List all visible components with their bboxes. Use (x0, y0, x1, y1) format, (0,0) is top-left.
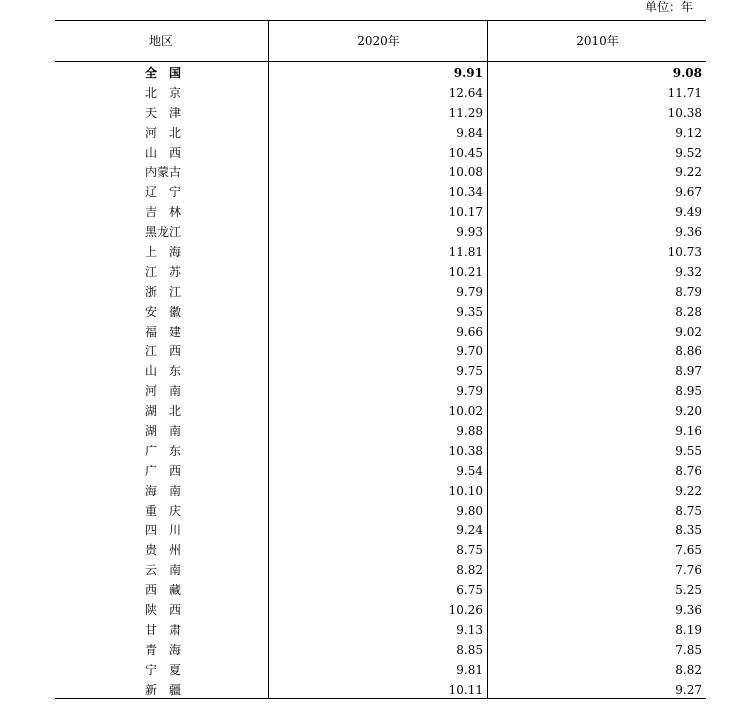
table-row (55, 621, 706, 641)
region-cell: 福建 (145, 324, 181, 339)
table-row (55, 64, 706, 84)
value-2020-cell: 9.79 (456, 284, 483, 299)
value-2020-cell: 11.81 (448, 245, 483, 260)
value-2020-cell: 8.75 (456, 543, 483, 558)
table-row (55, 561, 706, 581)
value-2020-cell: 10.02 (448, 404, 483, 419)
region-cell: 云南 (145, 563, 181, 578)
region-cell: 海南 (145, 483, 181, 498)
table-row (55, 303, 706, 323)
value-2010-cell: 9.67 (675, 185, 702, 200)
region-cell: 四川 (145, 523, 181, 538)
table-row (55, 362, 706, 382)
value-2010-cell: 8.28 (675, 304, 702, 319)
table-row (55, 641, 706, 661)
table-header (55, 20, 706, 62)
table-row (55, 462, 706, 482)
header-region: 地区 (148, 34, 173, 48)
region-cell: 河北 (145, 125, 181, 140)
region-cell: 全国 (145, 66, 181, 80)
table-row (55, 163, 706, 183)
value-2010-cell: 9.49 (675, 205, 702, 220)
table-row (55, 124, 706, 144)
value-2020-cell: 8.82 (456, 563, 483, 578)
value-2020-cell: 9.75 (456, 364, 483, 379)
value-2010-cell: 5.25 (675, 583, 702, 598)
value-2020-cell: 6.75 (456, 583, 483, 598)
value-2020-cell: 9.35 (456, 304, 483, 319)
region-cell: 安徽 (145, 304, 181, 319)
value-2010-cell: 9.55 (675, 443, 702, 458)
header-2020: 2020年 (268, 21, 488, 61)
table-row (55, 283, 706, 303)
value-2010-cell: 9.22 (675, 165, 702, 180)
value-2020-cell: 10.21 (448, 264, 483, 279)
region-cell: 山西 (145, 145, 181, 160)
table-row (55, 223, 706, 243)
table-row (55, 104, 706, 124)
value-2020-cell: 10.17 (448, 205, 483, 220)
region-cell: 广西 (145, 463, 181, 478)
region-cell: 山东 (145, 364, 181, 379)
value-2010-cell: 9.12 (675, 125, 702, 140)
table-row (55, 243, 706, 263)
value-2020-cell: 11.29 (448, 105, 483, 120)
table-rows (55, 64, 706, 701)
value-2020-cell: 9.13 (456, 622, 483, 637)
value-2010-cell: 8.97 (675, 364, 702, 379)
value-2020-cell: 10.45 (448, 145, 483, 160)
value-2010-cell: 11.71 (667, 85, 702, 100)
value-2010-cell: 9.52 (675, 145, 702, 160)
value-2020-cell: 10.38 (448, 443, 483, 458)
region-cell: 北京 (145, 85, 181, 100)
value-2020-cell: 9.54 (456, 463, 483, 478)
region-cell: 浙江 (145, 284, 181, 299)
value-2020-cell: 9.70 (456, 344, 483, 359)
value-2020-cell: 9.24 (456, 523, 483, 538)
value-2010-cell: 7.76 (675, 563, 702, 578)
table-row (55, 502, 706, 522)
region-cell: 陕西 (145, 603, 181, 618)
table-row (55, 144, 706, 164)
region-cell: 湖北 (145, 404, 181, 419)
data-table (55, 20, 706, 699)
value-2010-cell: 10.73 (667, 245, 702, 260)
value-2010-cell: 9.36 (675, 603, 702, 618)
value-2010-cell: 8.75 (675, 503, 702, 518)
region-cell: 江苏 (145, 264, 181, 279)
value-2020-cell: 9.66 (456, 324, 483, 339)
value-2020-cell: 9.93 (456, 225, 483, 240)
table-body (55, 62, 706, 699)
region-cell: 宁夏 (145, 662, 181, 677)
region-cell: 西藏 (145, 583, 181, 598)
value-2020-cell: 12.64 (448, 85, 483, 100)
value-2010-cell: 8.19 (675, 622, 702, 637)
region-cell: 辽宁 (145, 185, 181, 200)
table-row (55, 203, 706, 223)
table-row (55, 382, 706, 402)
region-cell: 上海 (145, 245, 181, 260)
value-2010-cell: 9.32 (675, 264, 702, 279)
value-2020-cell: 9.91 (453, 66, 483, 80)
value-2010-cell: 9.02 (675, 324, 702, 339)
table-row (55, 581, 706, 601)
value-2010-cell: 9.27 (675, 682, 702, 697)
table-row (55, 342, 706, 362)
table-row (55, 402, 706, 422)
table-row (55, 661, 706, 681)
value-2010-cell: 8.76 (675, 463, 702, 478)
region-cell: 新疆 (145, 682, 181, 697)
region-cell: 青海 (145, 642, 181, 657)
value-2010-cell: 7.65 (675, 543, 702, 558)
region-cell: 河南 (145, 384, 181, 399)
value-2020-cell: 10.34 (448, 185, 483, 200)
region-cell: 贵州 (145, 543, 181, 558)
value-2010-cell: 8.82 (675, 662, 702, 677)
value-2010-cell: 8.95 (675, 384, 702, 399)
region-cell: 广东 (145, 443, 181, 458)
table-row (55, 681, 706, 701)
table-row (55, 183, 706, 203)
value-2010-cell: 8.79 (675, 284, 702, 299)
region-cell: 重庆 (145, 503, 181, 518)
region-cell: 江西 (145, 344, 181, 359)
table-row (55, 263, 706, 283)
region-cell: 甘肃 (145, 622, 181, 637)
value-2020-cell: 10.26 (448, 603, 483, 618)
region-cell: 湖南 (145, 424, 181, 439)
value-2020-cell: 9.79 (456, 384, 483, 399)
value-2020-cell: 10.10 (448, 483, 483, 498)
table-row (55, 541, 706, 561)
value-2010-cell: 9.22 (675, 483, 702, 498)
value-2010-cell: 10.38 (667, 105, 702, 120)
region-cell: 吉林 (145, 205, 181, 220)
value-2010-cell: 9.36 (675, 225, 702, 240)
value-2010-cell: 8.35 (675, 523, 702, 538)
value-2010-cell: 8.86 (675, 344, 702, 359)
table-row (55, 442, 706, 462)
region-cell: 黑龙江 (145, 225, 182, 240)
value-2010-cell: 9.08 (672, 66, 702, 80)
value-2020-cell: 9.84 (456, 125, 483, 140)
region-cell: 内蒙古 (145, 165, 182, 180)
value-2010-cell: 9.20 (675, 404, 702, 419)
table-row (55, 422, 706, 442)
value-2020-cell: 8.85 (456, 642, 483, 657)
table-row (55, 601, 706, 621)
table-row (55, 323, 706, 343)
value-2010-cell: 9.16 (675, 424, 702, 439)
value-2020-cell: 9.81 (456, 662, 483, 677)
table-row (55, 84, 706, 104)
unit-label: 单位：年 (645, 0, 694, 14)
value-2020-cell: 9.88 (456, 424, 483, 439)
value-2020-cell: 10.11 (448, 682, 483, 697)
value-2020-cell: 10.08 (448, 165, 483, 180)
table-row (55, 482, 706, 502)
table-row (55, 521, 706, 541)
header-2010: 2010年 (487, 21, 707, 61)
value-2010-cell: 7.85 (675, 642, 702, 657)
value-2020-cell: 9.80 (456, 503, 483, 518)
region-cell: 天津 (145, 105, 181, 120)
